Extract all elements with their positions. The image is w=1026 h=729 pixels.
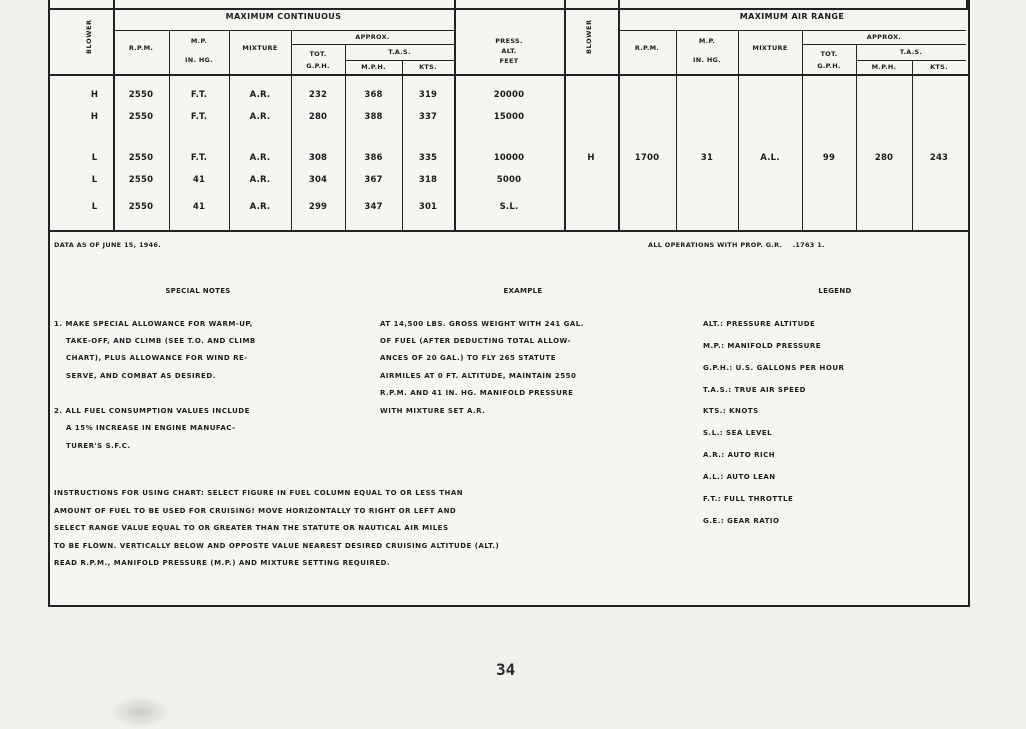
- scan-smudge: [110, 695, 170, 729]
- right-approx-label: APPROX.: [866, 33, 902, 41]
- left-row-gph: 299: [308, 202, 328, 212]
- left-row-blower: H: [90, 90, 99, 100]
- left-row-kts: 335: [418, 153, 438, 163]
- grid-line: [113, 0, 115, 8]
- left-row-gph: 304: [308, 175, 328, 185]
- left-row-mixture: A.R.: [249, 153, 271, 163]
- grid-line: [966, 0, 968, 8]
- left-row-rpm: 2550: [128, 90, 154, 100]
- right-col-mixture: MIXTURE: [752, 44, 788, 52]
- right-col-mp-2: IN. HG.: [693, 56, 721, 64]
- press-alt-value: 20000: [493, 90, 525, 100]
- example-line: ANCES OF 20 GAL.) TO FLY 265 STATUTE: [380, 354, 556, 362]
- example-heading: EXAMPLE: [503, 287, 543, 295]
- right-blower-header: BLOWER: [585, 19, 593, 54]
- note-line: 1. MAKE SPECIAL ALLOWANCE FOR WARM-UP,: [54, 320, 253, 328]
- left-row-gph: 308: [308, 153, 328, 163]
- note-line: CHART), PLUS ALLOWANCE FOR WIND RE-: [66, 354, 248, 362]
- left-row-blower: L: [91, 175, 98, 185]
- left-row-kts: 301: [418, 202, 438, 212]
- press-alt-value: 15000: [493, 112, 525, 122]
- left-row-kts: 337: [418, 112, 438, 122]
- legend-item: T.A.S.: TRUE AIR SPEED: [703, 386, 806, 394]
- left-col-rpm: R.P.M.: [128, 44, 154, 52]
- right-table-title: MAXIMUM AIR RANGE: [739, 12, 845, 21]
- press-alt-value: 5000: [496, 175, 522, 185]
- right-col-mph: M.P.H.: [871, 63, 897, 71]
- left-approx-label: APPROX.: [355, 33, 390, 41]
- left-row-mixture: A.R.: [249, 90, 271, 100]
- grid-line: [113, 30, 454, 31]
- left-row-blower: L: [91, 153, 98, 163]
- page-number: 34: [496, 660, 516, 679]
- note-line: A 15% INCREASE IN ENGINE MANUFAC-: [66, 424, 236, 432]
- example-line: WITH MIXTURE SET A.R.: [380, 407, 486, 415]
- special-notes-heading: SPECIAL NOTES: [165, 287, 231, 295]
- left-col-mixture: MIXTURE: [242, 44, 278, 52]
- left-col-gph-2: G.P.H.: [306, 62, 330, 70]
- left-row-rpm: 2550: [128, 202, 154, 212]
- left-row-mixture: A.R.: [249, 112, 271, 122]
- grid-line: [564, 8, 566, 230]
- left-tas-label: T.A.S.: [388, 48, 411, 56]
- press-alt-header-3: FEET: [499, 57, 519, 65]
- left-col-mp-1: M.P.: [190, 37, 208, 45]
- grid-line: [618, 8, 620, 230]
- left-row-gph: 280: [308, 112, 328, 122]
- example-line: AIRMILES AT 0 FT. ALTITUDE, MAINTAIN 2550: [380, 372, 577, 380]
- left-row-mph: 368: [364, 90, 383, 100]
- legend-item: KTS.: KNOTS: [703, 407, 759, 415]
- legend-item: F.T.: FULL THROTTLE: [703, 495, 794, 503]
- press-alt-header-1: PRESS.: [495, 37, 523, 45]
- grid-line: [291, 30, 292, 230]
- grid-line: [48, 230, 968, 232]
- example-line: AT 14,500 LBS. GROSS WEIGHT WITH 241 GAL.: [380, 320, 584, 328]
- right-row-mph: 280: [874, 153, 894, 163]
- legend-item: A.L.: AUTO LEAN: [703, 473, 776, 481]
- right-row-gph: 99: [822, 153, 836, 163]
- right-col-rpm: R.P.M.: [634, 44, 660, 52]
- right-col-gph-2: G.P.H.: [817, 62, 841, 70]
- operations-note: ALL OPERATIONS WITH PROP. G.R. .1763 1.: [648, 241, 825, 249]
- grid-line: [912, 60, 913, 230]
- left-row-blower: H: [90, 112, 99, 122]
- legend-item: G.P.H.: U.S. GALLONS PER HOUR: [703, 364, 845, 372]
- grid-line: [618, 0, 620, 8]
- right-col-mp-1: M.P.: [698, 37, 716, 45]
- right-row-blower: H: [587, 153, 595, 163]
- left-col-mp-2: IN. HG.: [185, 56, 213, 64]
- left-blower-header: BLOWER: [85, 19, 93, 54]
- left-row-mixture: A.R.: [249, 175, 271, 185]
- legend-item: M.P.: MANIFOLD PRESSURE: [703, 342, 822, 350]
- note-line: TURER'S S.F.C.: [66, 442, 131, 450]
- left-row-mp: 41: [192, 202, 206, 212]
- right-col-gph-1: TOT.: [820, 50, 838, 58]
- grid-line: [564, 0, 566, 8]
- grid-line: [618, 30, 966, 31]
- left-table-title: MAXIMUM CONTINUOUS: [225, 12, 342, 21]
- grid-line: [738, 30, 739, 230]
- left-row-rpm: 2550: [128, 175, 154, 185]
- grid-line: [454, 0, 456, 8]
- right-row-mixture: A.L.: [760, 153, 780, 163]
- grid-line: [48, 8, 968, 10]
- legend-item: ALT.: PRESSURE ALTITUDE: [703, 320, 816, 328]
- left-row-gph: 232: [308, 90, 328, 100]
- grid-line: [856, 60, 966, 61]
- instruction-line: TO BE FLOWN. VERTICALLY BELOW AND OPPOSTE VALUE NEAREST DESIRED CRUISING ALTITUDE (ALT.): [54, 542, 500, 550]
- instruction-line: SELECT RANGE VALUE EQUAL TO OR GREATER THAN THE STATUTE OR NAUTICAL AIR MILES: [54, 524, 449, 532]
- left-row-rpm: 2550: [128, 112, 154, 122]
- left-row-kts: 319: [418, 90, 438, 100]
- instruction-line: INSTRUCTIONS FOR USING CHART: SELECT FIGURE IN FUEL COLUMN EQUAL TO OR LESS THAN: [54, 489, 464, 497]
- grid-line: [802, 44, 966, 45]
- instruction-line: READ R.P.M., MANIFOLD PRESSURE (M.P.) AND MIXTURE SETTING REQUIRED.: [54, 559, 391, 567]
- right-col-kts: KTS.: [930, 63, 948, 71]
- left-row-kts: 318: [418, 175, 438, 185]
- right-row-mp: 31: [700, 153, 714, 163]
- right-tas-label: T.A.S.: [899, 48, 923, 56]
- left-col-gph-1: TOT.: [309, 50, 327, 58]
- right-row-kts: 243: [929, 153, 949, 163]
- press-alt-value: S.L.: [499, 202, 519, 212]
- legend-item: S.L.: SEA LEVEL: [703, 429, 773, 437]
- left-row-mp: F.T.: [190, 90, 208, 100]
- data-date-note: DATA AS OF JUNE 15, 1946.: [54, 241, 162, 249]
- instruction-line: AMOUNT OF FUEL TO BE USED FOR CRUISING! MOVE HORIZONTALLY TO RIGHT OR LEFT AND: [54, 507, 457, 515]
- left-row-mph: 388: [364, 112, 383, 122]
- left-col-kts: KTS.: [419, 63, 437, 71]
- left-col-mph: M.P.H.: [361, 63, 386, 71]
- left-row-mph: 367: [364, 175, 383, 185]
- left-row-mixture: A.R.: [249, 202, 271, 212]
- press-alt-value: 10000: [493, 153, 525, 163]
- legend-item: G.E.: GEAR RATIO: [703, 517, 780, 525]
- grid-line: [291, 44, 454, 45]
- left-row-mp: 41: [192, 175, 206, 185]
- left-row-mph: 347: [364, 202, 383, 212]
- grid-line: [229, 30, 230, 230]
- legend-item: A.R.: AUTO RICH: [703, 451, 776, 459]
- right-row-rpm: 1700: [634, 153, 660, 163]
- press-alt-header-2: ALT.: [501, 47, 517, 55]
- left-row-mp: F.T.: [190, 112, 208, 122]
- left-row-blower: L: [91, 202, 98, 212]
- grid-line: [802, 30, 803, 230]
- grid-line: [345, 60, 454, 61]
- left-row-mp: F.T.: [190, 153, 208, 163]
- grid-line: [48, 74, 968, 76]
- left-row-mph: 386: [364, 153, 383, 163]
- note-line: 2. ALL FUEL CONSUMPTION VALUES INCLUDE: [54, 407, 250, 415]
- example-line: OF FUEL (AFTER DEDUCTING TOTAL ALLOW-: [380, 337, 571, 345]
- grid-line: [856, 44, 857, 230]
- legend-heading: LEGEND: [818, 287, 852, 295]
- note-line: SERVE, AND COMBAT AS DESIRED.: [66, 372, 216, 380]
- example-line: R.P.M. AND 41 IN. HG. MANIFOLD PRESSURE: [380, 389, 574, 397]
- note-line: TAKE-OFF, AND CLIMB (SEE T.O. AND CLIMB: [66, 337, 256, 345]
- left-row-rpm: 2550: [128, 153, 154, 163]
